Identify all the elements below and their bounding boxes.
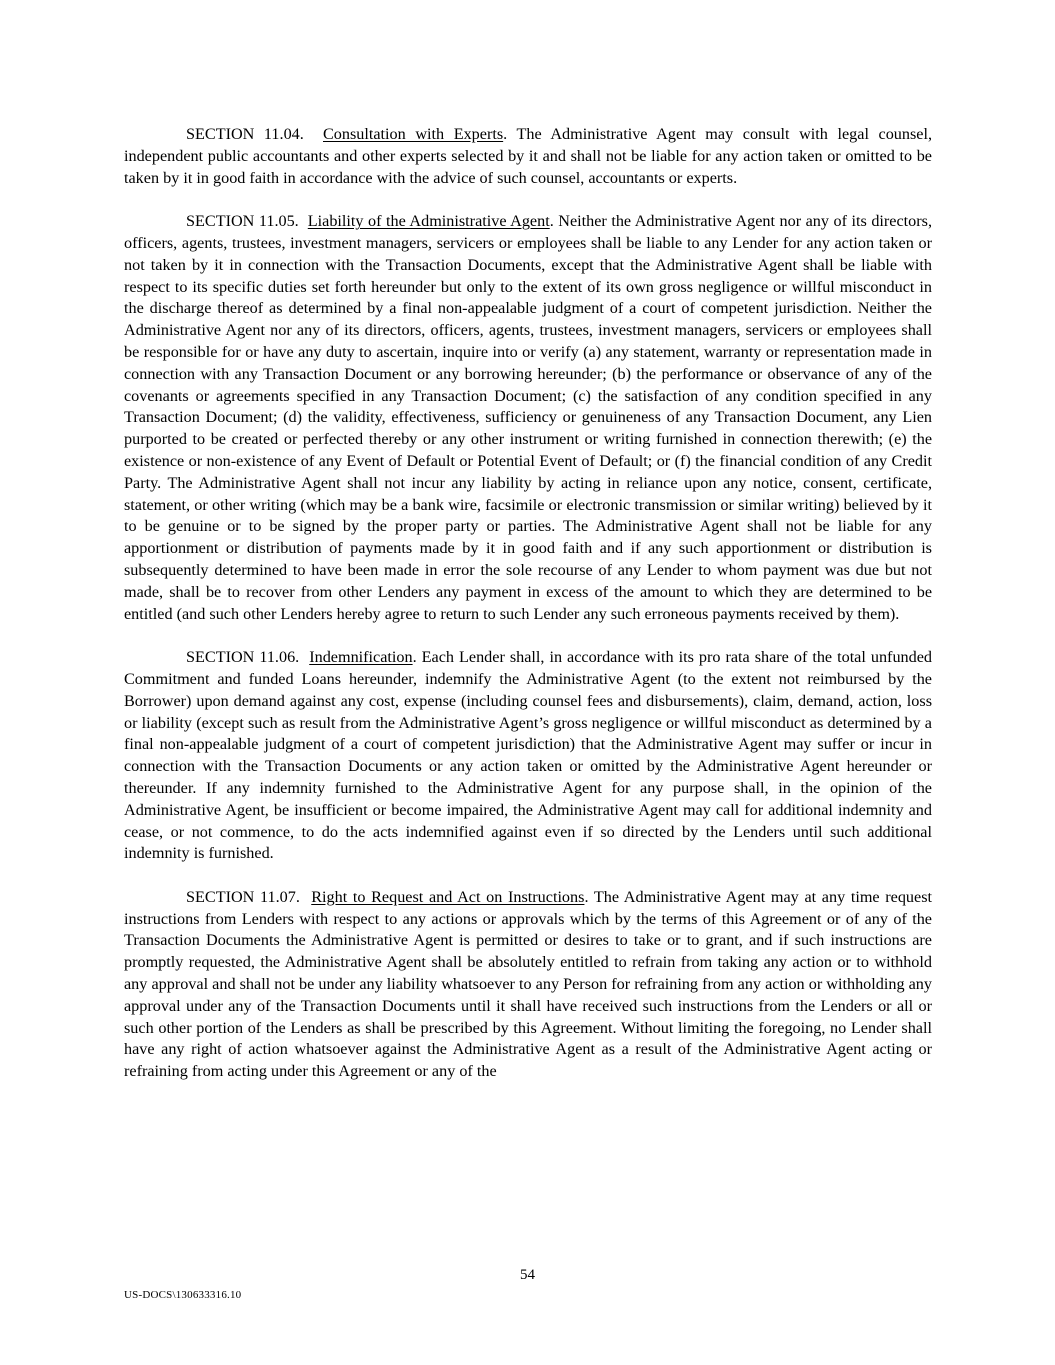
section-text: . The Administrative Agent may consult with legal counsel, independent public accountants and other experts selected by it and shall not be liable for any action taken or omitted to be taken by it in good faith in accordance with the advice of such counsel, accountants or experts. xyxy=(124,125,933,187)
section-number: SECTION 11.06. xyxy=(186,648,300,667)
section-text: . Neither the Administrative Agent nor any of its directors, officers, agents, trustees, investment managers, servicers or employees shall be liable to any Lender for any action taken or not taken by it in connection with the Transaction Documents, except that the Administrative Agent shall be liable with respect to its specific duties set forth hereunder but only to the extent of its own gross negligence or willful misconduct in the discharge thereof as determined by a final non-appealable judgment of a court of competent jurisdiction. Neither the Administrative Agent nor any of its directors, officers, agents, trustees, investment managers, servicers or employees shall be responsible for or have any duty to ascertain, inquire into or verify (a) any statement, warranty or representation made in connection with any Transaction Document or any borrowing hereunder; (b) the performance or observance of any of the covenants or agreements specified in any Transaction Document; (c) the satisfaction of any condition specified in any Transaction Document; (d) the validity, effectiveness, sufficiency or genuineness of any Transaction Document, any Lien purported to be created or perfected thereby or any other instrument or writing furnished in connection therewith; (e) the existence or non-existence of any Event of Default or Potential Event of Default; or (f) the financial condition of any Credit Party. The Administrative Agent shall not incur any liability by acting in reliance upon any notice, consent, certificate, statement, or other writing (which may be a bank wire, facsimile or electronic transmission or similar writing) believed by it to be genuine or to be signed by the proper party or parties. The Administrative Agent shall not be liable for any apportionment or distribution of payments made by it in good faith and if any such apportionment or distribution is subsequently determined to have been made in error the sole recourse of any Lender to whom payment was due but not made, shall be to recover from other Lenders any payment in excess of the amount to which they are determined to be entitled (and such other Lenders hereby agree to return to such Lender any such erroneous payments received by them). xyxy=(124,212,933,623)
section-11-06 xyxy=(124,647,932,865)
document-body xyxy=(124,124,932,1105)
section-heading: Indemnification xyxy=(309,648,413,667)
section-number: SECTION 11.05. xyxy=(186,212,299,231)
page-number: 54 xyxy=(520,1267,535,1283)
section-heading: Consultation with Experts xyxy=(323,125,504,143)
section-heading: Liability of the Administrative Agent xyxy=(307,212,550,231)
section-11-07 xyxy=(124,887,932,1083)
section-heading: Right to Request and Act on Instructions xyxy=(311,887,585,906)
section-text: . The Administrative Agent may at any time request instructions from Lenders with respect to any actions or approvals which by the terms of this Agreement or of any of the Transaction Documents the Administrative Agent is permitted or desires to take or to grant, and if such instructions are promptly requested, the Administrative Agent shall be absolutely entitled to refrain from taking any action or to withhold any approval and shall not be under any liability whatsoever to any Person for refraining from any action or withholding any approval under any of the Transaction Documents until it shall have received such instructions from the Lenders or all or such other portion of the Lenders as shall be prescribed by this Agreement. Without limiting the foregoing, no Lender shall have any right of action whatsoever against the Administrative Agent as a result of the Administrative Agent acting or refraining from acting under this Agreement or any of the xyxy=(124,887,933,1081)
section-11-04 xyxy=(124,124,932,189)
section-number: SECTION 11.07. xyxy=(186,887,300,906)
section-number: SECTION 11.04. xyxy=(186,125,304,143)
section-11-05 xyxy=(124,211,932,625)
document-id: US-DOCS\130633316.10 xyxy=(124,1289,242,1301)
section-text: . Each Lender shall, in accordance with its pro rata share of the total unfunded Commitment and funded Loans hereunder, indemnify the Administrative Agent (to the extent not reimbursed by the Borrower) upon demand against any cost, expense (including counsel fees and disbursements), claim, demand, action, loss or liability (except such as result from the Administrative Agent’s gross negligence or willful misconduct as determined by a final non-appealable judgment of a court of competent jurisdiction) that the Administrative Agent may suffer or incur in connection with the Transaction Documents or any action taken or omitted by the Administrative Agent hereunder or thereunder. If any indemnity furnished to the Administrative Agent for any purpose shall, in the opinion of the Administrative Agent, be insufficient or become impaired, the Administrative Agent may call for additional indemnity and cease, or not commence, to do the acts indemnified against even if so directed by the Lenders until such additional indemnity is furnished. xyxy=(124,648,933,863)
